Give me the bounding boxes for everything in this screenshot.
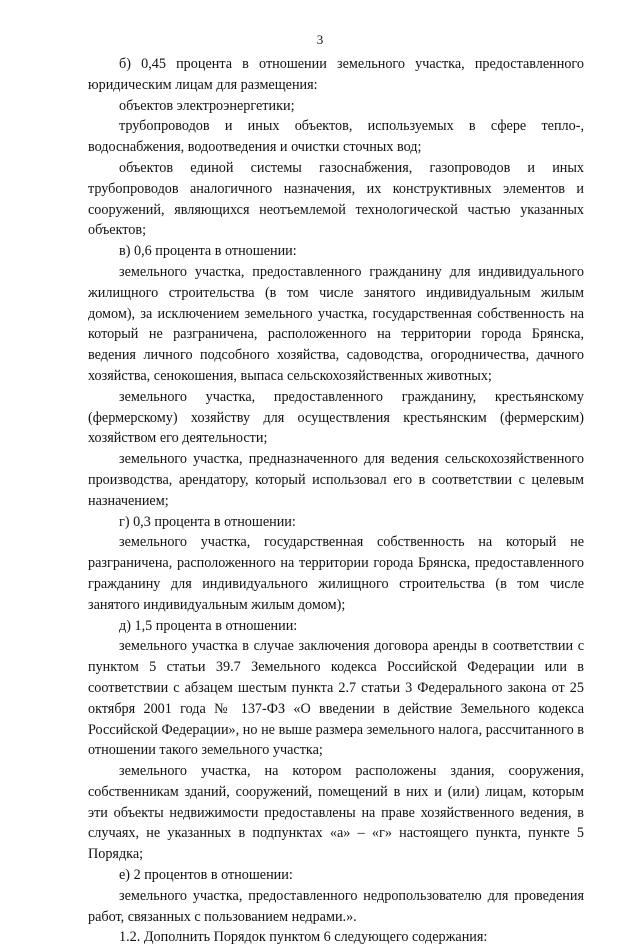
paragraph: г) 0,3 процента в отношении: (119, 513, 296, 530)
paragraph: е) 2 процентов в отношении: (119, 867, 293, 884)
paragraph: объектов единой системы газоснабжения, газопроводов и иных трубопроводов аналогичного назначения, их конструктивных элементов и сооружений, являющихся неотъемлемой технологической частью указанных объектов; (88, 159, 584, 239)
paragraph: земельного участка, предоставленного гражданину, крестьянскому (фермерскому) хозяйству для осуществления крестьянским (фермерским) хозяйством его деятельности; (88, 388, 584, 447)
paragraph: д) 1,5 процента в отношении: (119, 617, 298, 634)
paragraph: объектов электроэнергетики; (119, 97, 295, 114)
paragraph: земельного участка, предоставленного недропользователю для проведения работ, связанных с пользованием недрами.». (88, 887, 584, 925)
paragraph: в) 0,6 процента в отношении: (119, 243, 297, 260)
paragraph: трубопроводов и иных объектов, используемых в сфере тепло-, водоснабжения, водоотведения и очистки сточных вод; (88, 118, 584, 156)
paragraph: земельного участка, предназначенного для ведения сельскохозяйственного производства, арендатору, который использовал его в соответствии с целевым назначением; (88, 451, 584, 509)
page-number: 3 (316, 32, 324, 47)
paragraph: земельного участка, на котором расположены здания, сооружения, собственникам зданий, сооружений, помещений в них и (или) лицам, которым эти объекты недвижимости предоставлены на праве хозяйственного ведения, в случаях, не указанных в подпунктах «а» – «г» настоящего пункта, пункте 5 Порядка; (88, 763, 584, 863)
document-body (88, 54, 584, 948)
paragraph: б) 0,45 процента в отношении земельного участка, предоставленного юридическим лицам для размещения: (88, 56, 584, 93)
paragraph: 1.2. Дополнить Порядок пунктом 6 следующего содержания: (119, 929, 488, 946)
paragraph: земельного участка, предоставленного гражданину для индивидуального жилищного строительства (в том числе занятого индивидуальным жилым домом), за исключением земельного участка, государственная собственность на который не разграничена, расположенного на территории города Брянска, ведения личного подсобного хозяйства, садоводства, огородничества, дачного хозяйства, сенокошения, выпаса сельскохозяйственных животных; (88, 263, 584, 384)
paragraph: земельного участка в случае заключения договора аренды в соответствии с пунктом 5 статьи 39.7 Земельного кодекса Российской Федерации или в соответствии с абзацем шестым пункта 2.7 статьи 3 Федерального закона от 25 октября 2001 года № 137-ФЗ «О введении в действие Земельного кодекса Российской Федерации», но не выше размера земельного налога, рассчитанного в отношении такого земельного участка; (88, 638, 584, 759)
paragraph: земельного участка, государственная собственность на который не разграничена, расположенного на территории города Брянска, предоставленного гражданину для индивидуального жилищного строительства (в том числе занятого индивидуальным жилым домом); (88, 534, 584, 613)
